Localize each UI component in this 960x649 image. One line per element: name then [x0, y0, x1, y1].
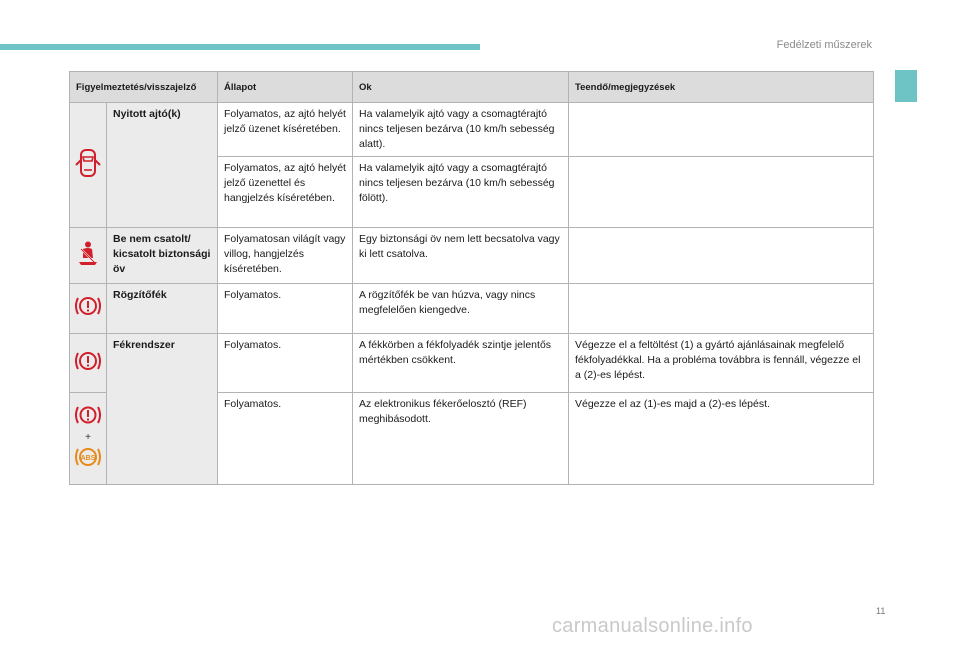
table-row: [70, 284, 874, 334]
indicator-name: Nyitott ajtó(k): [107, 103, 218, 228]
svg-text:ABS: ABS: [80, 454, 96, 462]
door-open-icon: [70, 103, 107, 228]
chapter-tab: [895, 70, 917, 102]
abs-icon: [73, 444, 103, 470]
cause-cell: Ha valamelyik ajtó vagy a csomagtérajtó nincs teljesen bezárva (10 km/h sebesség fölött).: [353, 157, 569, 228]
page-number: 11: [876, 606, 886, 616]
state-cell: Folyamatos, az ajtó helyét jelző üzenettel és hangjelzés kíséretében.: [218, 157, 353, 228]
indicator-name: Be nem csatolt/ kicsatolt biztonsági öv: [107, 228, 218, 284]
cause-cell: A rögzítőfék be van húzva, vagy nincs megfelelően kiengedve.: [353, 284, 569, 334]
cause-cell: Az elektronikus fékerőelosztó (REF) meghibásodott.: [353, 393, 569, 485]
cause-cell: A fékkörben a fékfolyadék szintje jelentős mértékben csökkent.: [353, 334, 569, 393]
indicator-name: Fékrendszer: [107, 334, 218, 485]
table-row: [70, 103, 874, 157]
cause-cell: Egy biztonsági öv nem lett becsatolva vagy ki lett csatolva.: [353, 228, 569, 284]
table-row: [70, 228, 874, 284]
col-header-action: Teendő/megjegyzések: [569, 72, 874, 103]
seatbelt-icon: [70, 228, 107, 284]
section-title: Fedélzeti műszerek: [776, 39, 872, 51]
table-row: [70, 334, 874, 393]
action-cell: [569, 284, 874, 334]
parking-brake-icon: [70, 284, 107, 334]
cause-cell: Ha valamelyik ajtó vagy a csomagtérajtó nincs teljesen bezárva (10 km/h sebesség alatt).: [353, 103, 569, 157]
col-header-indicator: Figyelmeztetés/visszajelző: [70, 72, 218, 103]
col-header-state: Állapot: [218, 72, 353, 103]
state-cell: Folyamatos.: [218, 284, 353, 334]
table-header-row: [70, 72, 874, 103]
action-cell: [569, 228, 874, 284]
action-cell: Végezze el az (1)-es majd a (2)-es lépést.: [569, 393, 874, 485]
state-cell: Folyamatos.: [218, 334, 353, 393]
state-cell: Folyamatosan világít vagy villog, hangjelzés kíséretében.: [218, 228, 353, 284]
state-cell: Folyamatos.: [218, 393, 353, 485]
action-cell: [569, 157, 874, 228]
warning-lights-table: [69, 71, 874, 485]
watermark: carmanualsonline.info: [552, 615, 753, 637]
brake-system-icon: [70, 334, 107, 393]
action-cell: [569, 103, 874, 157]
col-header-cause: Ok: [353, 72, 569, 103]
action-cell: Végezze el a feltöltést (1) a gyártó ajánlásainak megfelelő fékfolyadékkal. Ha a probléma továbbra is fennáll, végezze el a (2)-es lépést.: [569, 334, 874, 393]
header-accent-bar: [0, 44, 480, 50]
state-cell: Folyamatos, az ajtó helyét jelző üzenet kíséretében.: [218, 103, 353, 157]
plus-sign: +: [85, 431, 91, 443]
indicator-name: Rögzítőfék: [107, 284, 218, 334]
brake-abs-icon: [70, 393, 107, 485]
